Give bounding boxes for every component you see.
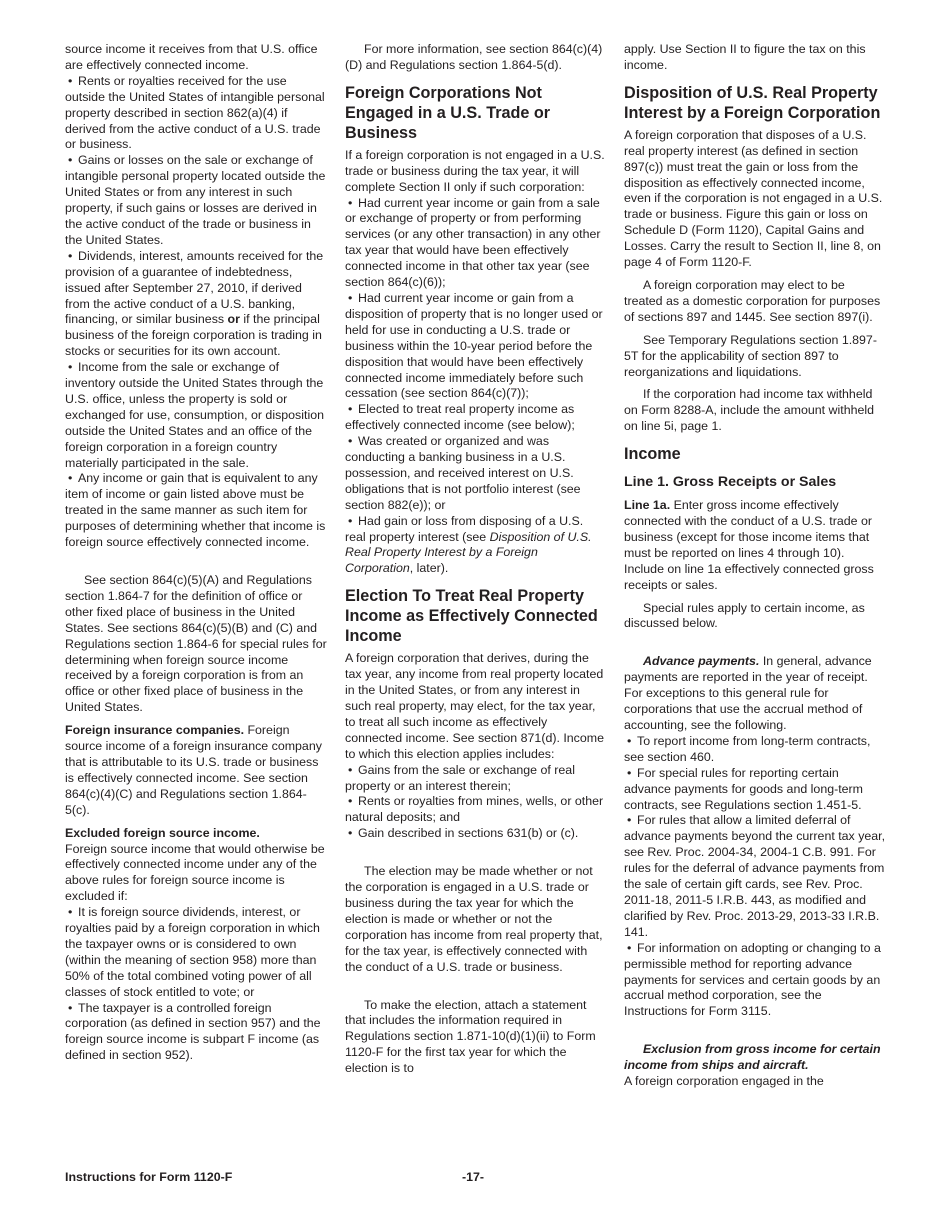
bullet-item: • Any income or gain that is equivalent to any item of income or gain listed above must be treated in the same manner as such item for purposes of determining whether that income is foreign source effectively connected income. bbox=[65, 471, 327, 551]
paragraph: apply. Use Section II to figure the tax on this income. bbox=[624, 42, 866, 72]
runin-heading: Foreign insurance companies. bbox=[65, 723, 245, 738]
section-heading: Income bbox=[624, 445, 681, 464]
column-2 bbox=[345, 42, 607, 1077]
paragraph: If a foreign corporation is not engaged in a U.S. trade or business during the tax year, it will complete Section II only if such corporation: bbox=[345, 147, 605, 194]
italic-reference: Disposition of U.S. Real Property Interest by a Foreign Corporation bbox=[345, 529, 592, 576]
paragraph: See section 864(c)(5)(A) and Regulations section 1.864-7 for the definition of office or other fixed place of business in the United States. See sections 864(c)(5)(B) and (C) and Regulations section 1.864-6 for special rules for determining when foreign source income received by a foreign corporation is from an office or other fixed place of business in the United States. bbox=[65, 573, 327, 715]
runin-heading: Excluded foreign source income. bbox=[65, 825, 260, 840]
paragraph bbox=[624, 654, 886, 734]
paragraph: To make the election, attach a statement that includes the information required in Regulations section 1.871-10(d)(1)(ii) to Form 1120-F for the first tax year for which the election is to bbox=[345, 997, 596, 1076]
column-3 bbox=[624, 42, 886, 1090]
section-heading: Foreign Corporations Not Engaged in a U.S. Trade or Business bbox=[345, 83, 551, 142]
runin-heading: Line 1a. bbox=[624, 498, 671, 513]
bullet-item: • Had current year income or gain from a sale or exchange of property or from performing services (or any other transaction) in any other tax year that would have been effectively connected income in that other tax year (see section 864(c)(6)); bbox=[345, 196, 607, 291]
footer-form-title: Instructions for Form 1120-F bbox=[65, 1170, 233, 1184]
paragraph: A foreign corporation engaged in the bbox=[624, 1074, 824, 1089]
bullet-item: • Income from the sale or exchange of inventory outside the United States through the U.S. office, unless the property is sold or exchanged for use, consumption, or disposition outside the United States and an office of the foreign corporation in a foreign country materially participated in the sale. bbox=[65, 360, 327, 471]
bullet-item: • For information on adopting or changing to a permissible method for reporting advance payments for services and certain goods by an accrual method corporation, see the Instructions for Form 3115. bbox=[624, 941, 886, 1021]
bullet-item: • Rents or royalties received for the use outside the United States of intangible personal property described in section 862(a)(4) if derived from the active conduct of a U.S. trade or business. bbox=[65, 74, 327, 154]
paragraph bbox=[624, 498, 886, 593]
runin-heading: Advance payments. bbox=[643, 654, 760, 669]
bullet-text: Had gain or loss from disposing of a U.S. real property interest (see bbox=[345, 513, 584, 544]
bullet-item bbox=[65, 249, 327, 360]
section-heading: Election To Treat Real Property Income as Effectively Connected Income bbox=[345, 587, 598, 646]
bullet-item: • Was created or organized and was conducting a banking business in a U.S. possession, and received interest on U.S. obligations that is not portfolio interest (see section 882(e)); or bbox=[345, 434, 607, 514]
column-1 bbox=[65, 42, 327, 1064]
bullet-item: • Gains from the sale or exchange of real property or an interest therein; bbox=[345, 763, 607, 795]
bullet-item: • For rules that allow a limited deferral of advance payments beyond the current tax year, see Rev. Proc. 2004-34, 2004-1 C.B. 991. For rules for the deferral of advance payments from the sale of certain gift cards, see Rev. Proc. 2011-18, 2011-5 I.R.B. 443, as modified and clarified by Rev. Proc. 2013-29, 2013-33 I.R.B. 141. bbox=[624, 813, 886, 940]
paragraph: Foreign source income that would otherwise be effectively connected income under any of the above rules for foreign source income is excluded if: bbox=[65, 841, 325, 904]
bullet-item: • Had current year income or gain from a disposition of property that is no longer used or held for use in conducting a U.S. trade or business within the 10-year period before the disposition that would have been effectively connected income immediately before such cessation (see section 864(c)(7)); bbox=[345, 291, 607, 402]
bullet-item: • Gains or losses on the sale or exchange of intangible personal property located outside the United States or from any interest in such property, if such gains or losses are derived in the active conduct of the trade or business in the United States. bbox=[65, 153, 327, 248]
paragraph: The election may be made whether or not the corporation is engaged in a U.S. trade or business during the tax year for which the election is made or whether or not the corporation has income from real property that, for the tax year, is effectively connected with the conduct of a U.S. trade or business. bbox=[345, 864, 603, 974]
bullet-text: Dividends, interest, amounts received for the provision of a guarantee of indebtedness, issued after September 27, 2010, if derived from the active conduct of a U.S. banking, financing, or similar business bbox=[65, 248, 324, 327]
section-heading: Disposition of U.S. Real Property Interest by a Foreign Corporation bbox=[624, 83, 881, 122]
bullet-item: • Elected to treat real property income as effectively connected income (see below); bbox=[345, 402, 607, 434]
paragraph-text: In general, advance payments are reported in the year of receipt. For exceptions to this general rule for corporations that use the accrual method of accounting, see the following. bbox=[624, 654, 872, 732]
bullet-item: • It is foreign source dividends, interest, or royalties paid by a foreign corporation in which the taxpayer owns or is considered to own (within the meaning of section 958) more than 50% of the total combined voting power of all classes of stock entitled to vote; or bbox=[65, 905, 327, 1000]
paragraph-text: Enter gross income effectively connected with the conduct of a U.S. trade or business (except for those income items that must be reported on lines 4 through 10). Include on line 1a effectively connected gross receipts or sales. bbox=[624, 498, 874, 592]
paragraph: A foreign corporation may elect to be treated as a domestic corporation for purposes of sections 897 and 1445. See section 897(i). bbox=[624, 277, 881, 324]
bullet-item: • To report income from long-term contracts, see section 460. bbox=[624, 734, 886, 766]
bullet-text: if the principal business of the foreign corporation is trading in stocks or securities for its own account. bbox=[65, 312, 322, 359]
bullet-item: • The taxpayer is a controlled foreign corporation (as defined in section 957) and the foreign source income is subpart F income (as defined in section 952). bbox=[65, 1001, 327, 1065]
paragraph: A foreign corporation that disposes of a U.S. real property interest (as defined in section 897(c)) must treat the gain or loss from the disposition as effectively connected income, even if the corporation is not engaged in a U.S. trade or business. Figure this gain or loss on Schedule D (Form 1120), Capital Gains and Losses. Carry the result to Section II, line 8, on page 4 of Form 1120-F. bbox=[624, 127, 883, 270]
page-number: -17- bbox=[462, 1170, 485, 1184]
bullet-item: • For special rules for reporting certain advance payments for goods and long-term contracts, see Regulations section 1.451-5. bbox=[624, 766, 886, 814]
paragraph: Special rules apply to certain income, as discussed below. bbox=[624, 600, 865, 631]
bullet-item: • Gain described in sections 631(b) or (c). bbox=[345, 826, 607, 842]
bullet-text: , later). bbox=[409, 561, 449, 576]
paragraph: See Temporary Regulations section 1.897-5T for the applicability of section 897 to reorganizations and liquidations. bbox=[624, 332, 877, 379]
paragraph: A foreign corporation that derives, during the tax year, any income from real property located in the United States, or from any interest in such real property, may elect, for the tax year, to treat all such income as effectively connected income. See section 871(d). Income to which this election applies includes: bbox=[345, 651, 604, 761]
paragraph: If the corporation had income tax withheld on Form 8288-A, include the amount withheld on line 5i, page 1. bbox=[624, 387, 875, 434]
subsection-heading: Line 1. Gross Receipts or Sales bbox=[624, 474, 837, 491]
paragraph: source income it receives from that U.S. office are effectively connected income. bbox=[65, 42, 318, 72]
bullet-item bbox=[345, 514, 607, 578]
bold-or: or bbox=[227, 312, 240, 327]
paragraph-text: Foreign source income of a foreign insurance company that is attributable to its U.S. trade or business is effectively connected income. See section 864(c)(4)(C) and Regulations section 1.864-5(c). bbox=[65, 723, 322, 817]
paragraph: For more information, see section 864(c)(4)(D) and Regulations section 1.864-5(d). bbox=[345, 42, 603, 72]
paragraph bbox=[65, 723, 327, 818]
bullet-item: • Rents or royalties from mines, wells, or other natural deposits; and bbox=[345, 794, 607, 826]
runin-heading: Exclusion from gross income for certain income from ships and aircraft. bbox=[624, 1042, 881, 1073]
